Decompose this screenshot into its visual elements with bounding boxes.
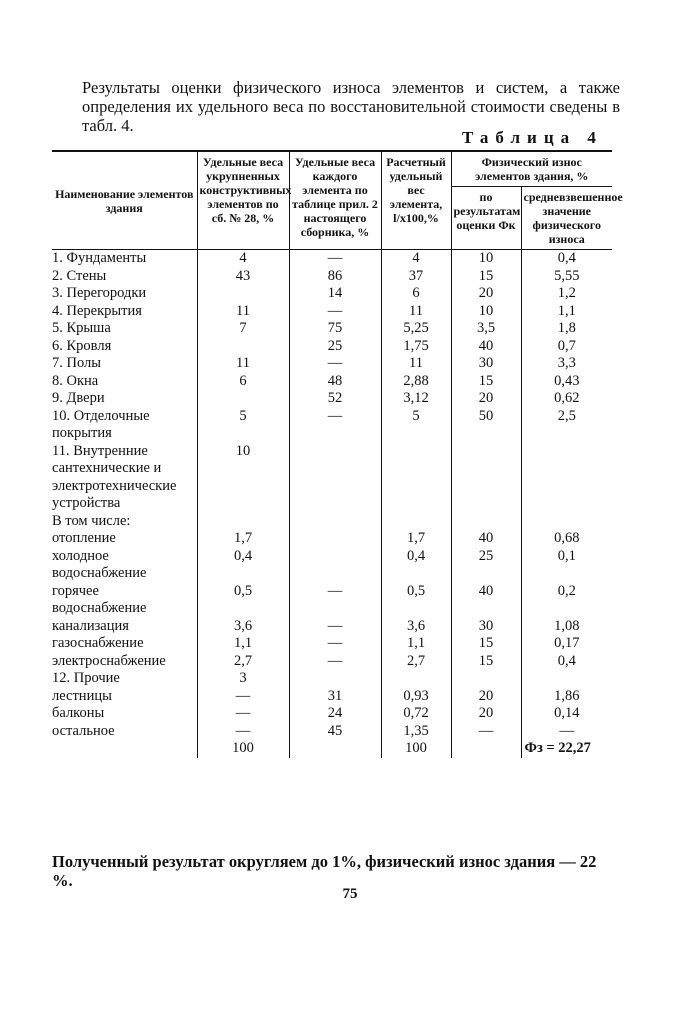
row-col1: 11 <box>197 303 289 321</box>
row-col2: 45 <box>289 723 381 741</box>
table-row <box>52 285 612 303</box>
row-col3: 1,1 <box>381 635 451 653</box>
wear-table <box>52 150 623 758</box>
row-col2: — <box>289 303 381 321</box>
row-col5: 0,68 <box>521 530 612 548</box>
row-col5: 0,7 <box>521 338 612 356</box>
conclusion-paragraph: Полученный результат округляем до 1%, физический износ здания — 22 %. <box>52 852 597 890</box>
table-row <box>52 670 612 688</box>
row-col5: 0,14 <box>521 705 612 723</box>
header-name: Наименование элементов здания <box>52 151 197 250</box>
row-col4: 30 <box>451 355 521 373</box>
row-col5: 0,1 <box>521 548 612 583</box>
row-col1: 3 <box>197 670 289 688</box>
row-name: 1. Фундаменты <box>52 250 147 266</box>
row-name: канализация <box>52 617 129 634</box>
table-row <box>52 303 612 321</box>
row-name: 11. Внутренние сантехнические и электротехнические устройства <box>52 442 177 511</box>
row-col3: 0,5 <box>381 583 451 618</box>
row-col5: 0,2 <box>521 583 612 618</box>
row-col4: 10 <box>451 303 521 321</box>
row-col1: 1,1 <box>197 635 289 653</box>
row-col5: 0,4 <box>521 250 612 268</box>
total-col4 <box>451 740 521 758</box>
row-col4: 40 <box>451 530 521 548</box>
row-col5 <box>521 670 612 688</box>
row-col4: 40 <box>451 583 521 618</box>
row-col4: 40 <box>451 338 521 356</box>
row-col4 <box>451 513 521 531</box>
row-col4: 20 <box>451 390 521 408</box>
row-name: В том числе: <box>52 512 131 529</box>
table-row <box>52 653 612 671</box>
row-col5: 5,55 <box>521 268 612 286</box>
row-col2: — <box>289 583 381 618</box>
row-col1: 11 <box>197 355 289 373</box>
row-col5 <box>521 513 612 531</box>
row-col2: — <box>289 355 381 373</box>
row-col1 <box>197 390 289 408</box>
row-name: 9. Двери <box>52 390 105 406</box>
table-row <box>52 268 612 286</box>
row-name: электроснабжение <box>52 652 166 669</box>
table-row <box>52 355 612 373</box>
row-name: 10. Отделочные покрытия <box>52 407 150 441</box>
row-col3 <box>381 513 451 531</box>
row-col1: 10 <box>197 443 289 513</box>
row-col4: 3,5 <box>451 320 521 338</box>
header-col1: Удельные веса укрупненных конструктивных элементов по сб. № 28, % <box>197 151 289 250</box>
row-col2: 24 <box>289 705 381 723</box>
row-col4 <box>451 443 521 513</box>
row-col5: 1,86 <box>521 688 612 706</box>
row-col1 <box>197 513 289 531</box>
row-col3: 2,7 <box>381 653 451 671</box>
row-name: лестницы <box>52 687 112 704</box>
row-col1: 6 <box>197 373 289 391</box>
row-col1 <box>197 338 289 356</box>
table-row <box>52 338 612 356</box>
row-col5: 0,62 <box>521 390 612 408</box>
row-name: 4. Перекрытия <box>52 302 142 319</box>
header-group: Физический износ элементов здания, % <box>451 151 612 187</box>
row-col2 <box>289 548 381 583</box>
row-col4 <box>451 670 521 688</box>
row-name: 3. Перегородки <box>52 285 147 301</box>
row-col5: — <box>521 723 612 741</box>
row-col4: 15 <box>451 268 521 286</box>
page-number: 75 <box>342 886 358 902</box>
header-col4: по результатам оценки Фк <box>451 187 521 250</box>
table-row <box>52 513 612 531</box>
table-body <box>52 250 612 741</box>
table-row <box>52 320 612 338</box>
row-col4: 10 <box>451 250 521 268</box>
row-col2: — <box>289 250 381 268</box>
row-col1: 0,5 <box>197 583 289 618</box>
row-col1: 3,6 <box>197 618 289 636</box>
row-name: 2. Стены <box>52 267 107 284</box>
row-name: холодное водоснабжение <box>52 547 147 581</box>
table-row <box>52 390 612 408</box>
header-col2: Удельные веса каждого элемента по таблице прил. 2 настоящего сборника, % <box>289 151 381 250</box>
row-col5: 0,17 <box>521 635 612 653</box>
row-col1 <box>197 285 289 303</box>
row-col4: 20 <box>451 705 521 723</box>
row-col3: 2,88 <box>381 373 451 391</box>
row-col4: — <box>451 723 521 741</box>
row-col1: 7 <box>197 320 289 338</box>
row-col2 <box>289 513 381 531</box>
row-col2 <box>289 443 381 513</box>
row-col5: 0,4 <box>521 653 612 671</box>
row-name: 7. Полы <box>52 355 102 371</box>
table-row <box>52 688 612 706</box>
row-col5: 1,8 <box>521 320 612 338</box>
row-col3: 6 <box>381 285 451 303</box>
row-col3: 3,6 <box>381 618 451 636</box>
row-name: горячее водоснабжение <box>52 582 147 616</box>
row-col3: 0,72 <box>381 705 451 723</box>
totals-label <box>52 740 197 758</box>
row-col3: 11 <box>381 303 451 321</box>
row-col1: 0,4 <box>197 548 289 583</box>
row-col3: 11 <box>381 355 451 373</box>
row-col2: 31 <box>289 688 381 706</box>
row-col2: — <box>289 618 381 636</box>
row-col3: 3,12 <box>381 390 451 408</box>
table-row <box>52 705 612 723</box>
row-col5 <box>521 443 612 513</box>
row-col2: — <box>289 635 381 653</box>
row-col1: 2,7 <box>197 653 289 671</box>
total-col3: 100 <box>381 740 451 758</box>
header-col3: Расчетный удельный вес элемента, l/x100,% <box>381 151 451 250</box>
row-col1: 5 <box>197 408 289 443</box>
row-col3: 5 <box>381 408 451 443</box>
row-col1: 1,7 <box>197 530 289 548</box>
row-col2 <box>289 530 381 548</box>
row-name: 12. Прочие <box>52 670 120 686</box>
row-col4: 15 <box>451 635 521 653</box>
row-col3: 0,93 <box>381 688 451 706</box>
row-col1: — <box>197 705 289 723</box>
row-col5: 3,3 <box>521 355 612 373</box>
row-col3: 37 <box>381 268 451 286</box>
row-col2: — <box>289 408 381 443</box>
row-col2: — <box>289 653 381 671</box>
row-name: балконы <box>52 705 105 721</box>
row-col2: 52 <box>289 390 381 408</box>
row-col2: 25 <box>289 338 381 356</box>
row-name: 5. Крыша <box>52 320 111 336</box>
row-col3: 0,4 <box>381 548 451 583</box>
row-col4: 50 <box>451 408 521 443</box>
table-caption: Таблица 4 <box>462 128 603 147</box>
row-col2: 48 <box>289 373 381 391</box>
intro-paragraph: Результаты оценки физического износа элементов и систем, а также определения их удельного веса по восстановительной стоимости сведены в табл. 4. <box>82 78 620 135</box>
row-col2: 75 <box>289 320 381 338</box>
table-row <box>52 408 612 443</box>
table-row <box>52 618 612 636</box>
row-col4: 30 <box>451 618 521 636</box>
row-col3 <box>381 670 451 688</box>
row-name: 6. Кровля <box>52 337 112 354</box>
table-row <box>52 723 612 741</box>
totals-row <box>52 740 612 758</box>
row-col2 <box>289 670 381 688</box>
row-col2: 86 <box>289 268 381 286</box>
row-col1: — <box>197 688 289 706</box>
row-col4: 15 <box>451 653 521 671</box>
row-col3 <box>381 443 451 513</box>
total-col2 <box>289 740 381 758</box>
row-col5: 1,1 <box>521 303 612 321</box>
row-col3: 1,35 <box>381 723 451 741</box>
table-row <box>52 583 612 618</box>
table-row <box>52 250 612 268</box>
row-col5: 1,08 <box>521 618 612 636</box>
row-col1: 43 <box>197 268 289 286</box>
row-col1: 4 <box>197 250 289 268</box>
row-col5: 2,5 <box>521 408 612 443</box>
table-row <box>52 635 612 653</box>
total-col1: 100 <box>197 740 289 758</box>
total-result: Фз = 22,27 <box>521 740 612 758</box>
header-col5: средневзвешенное значение физического износа <box>521 187 612 250</box>
table-row <box>52 530 612 548</box>
row-col4: 20 <box>451 688 521 706</box>
table-row <box>52 548 612 583</box>
row-col2: 14 <box>289 285 381 303</box>
row-col1: — <box>197 723 289 741</box>
row-name: 8. Окна <box>52 372 99 389</box>
row-col5: 0,43 <box>521 373 612 391</box>
row-col4: 20 <box>451 285 521 303</box>
table-row <box>52 373 612 391</box>
row-col5: 1,2 <box>521 285 612 303</box>
row-col3: 1,7 <box>381 530 451 548</box>
row-name: остальное <box>52 722 115 739</box>
row-col3: 1,75 <box>381 338 451 356</box>
row-col3: 5,25 <box>381 320 451 338</box>
row-col4: 25 <box>451 548 521 583</box>
row-name: отопление <box>52 530 116 546</box>
row-col3: 4 <box>381 250 451 268</box>
row-name: газоснабжение <box>52 635 144 651</box>
table-row <box>52 443 612 513</box>
row-col4: 15 <box>451 373 521 391</box>
